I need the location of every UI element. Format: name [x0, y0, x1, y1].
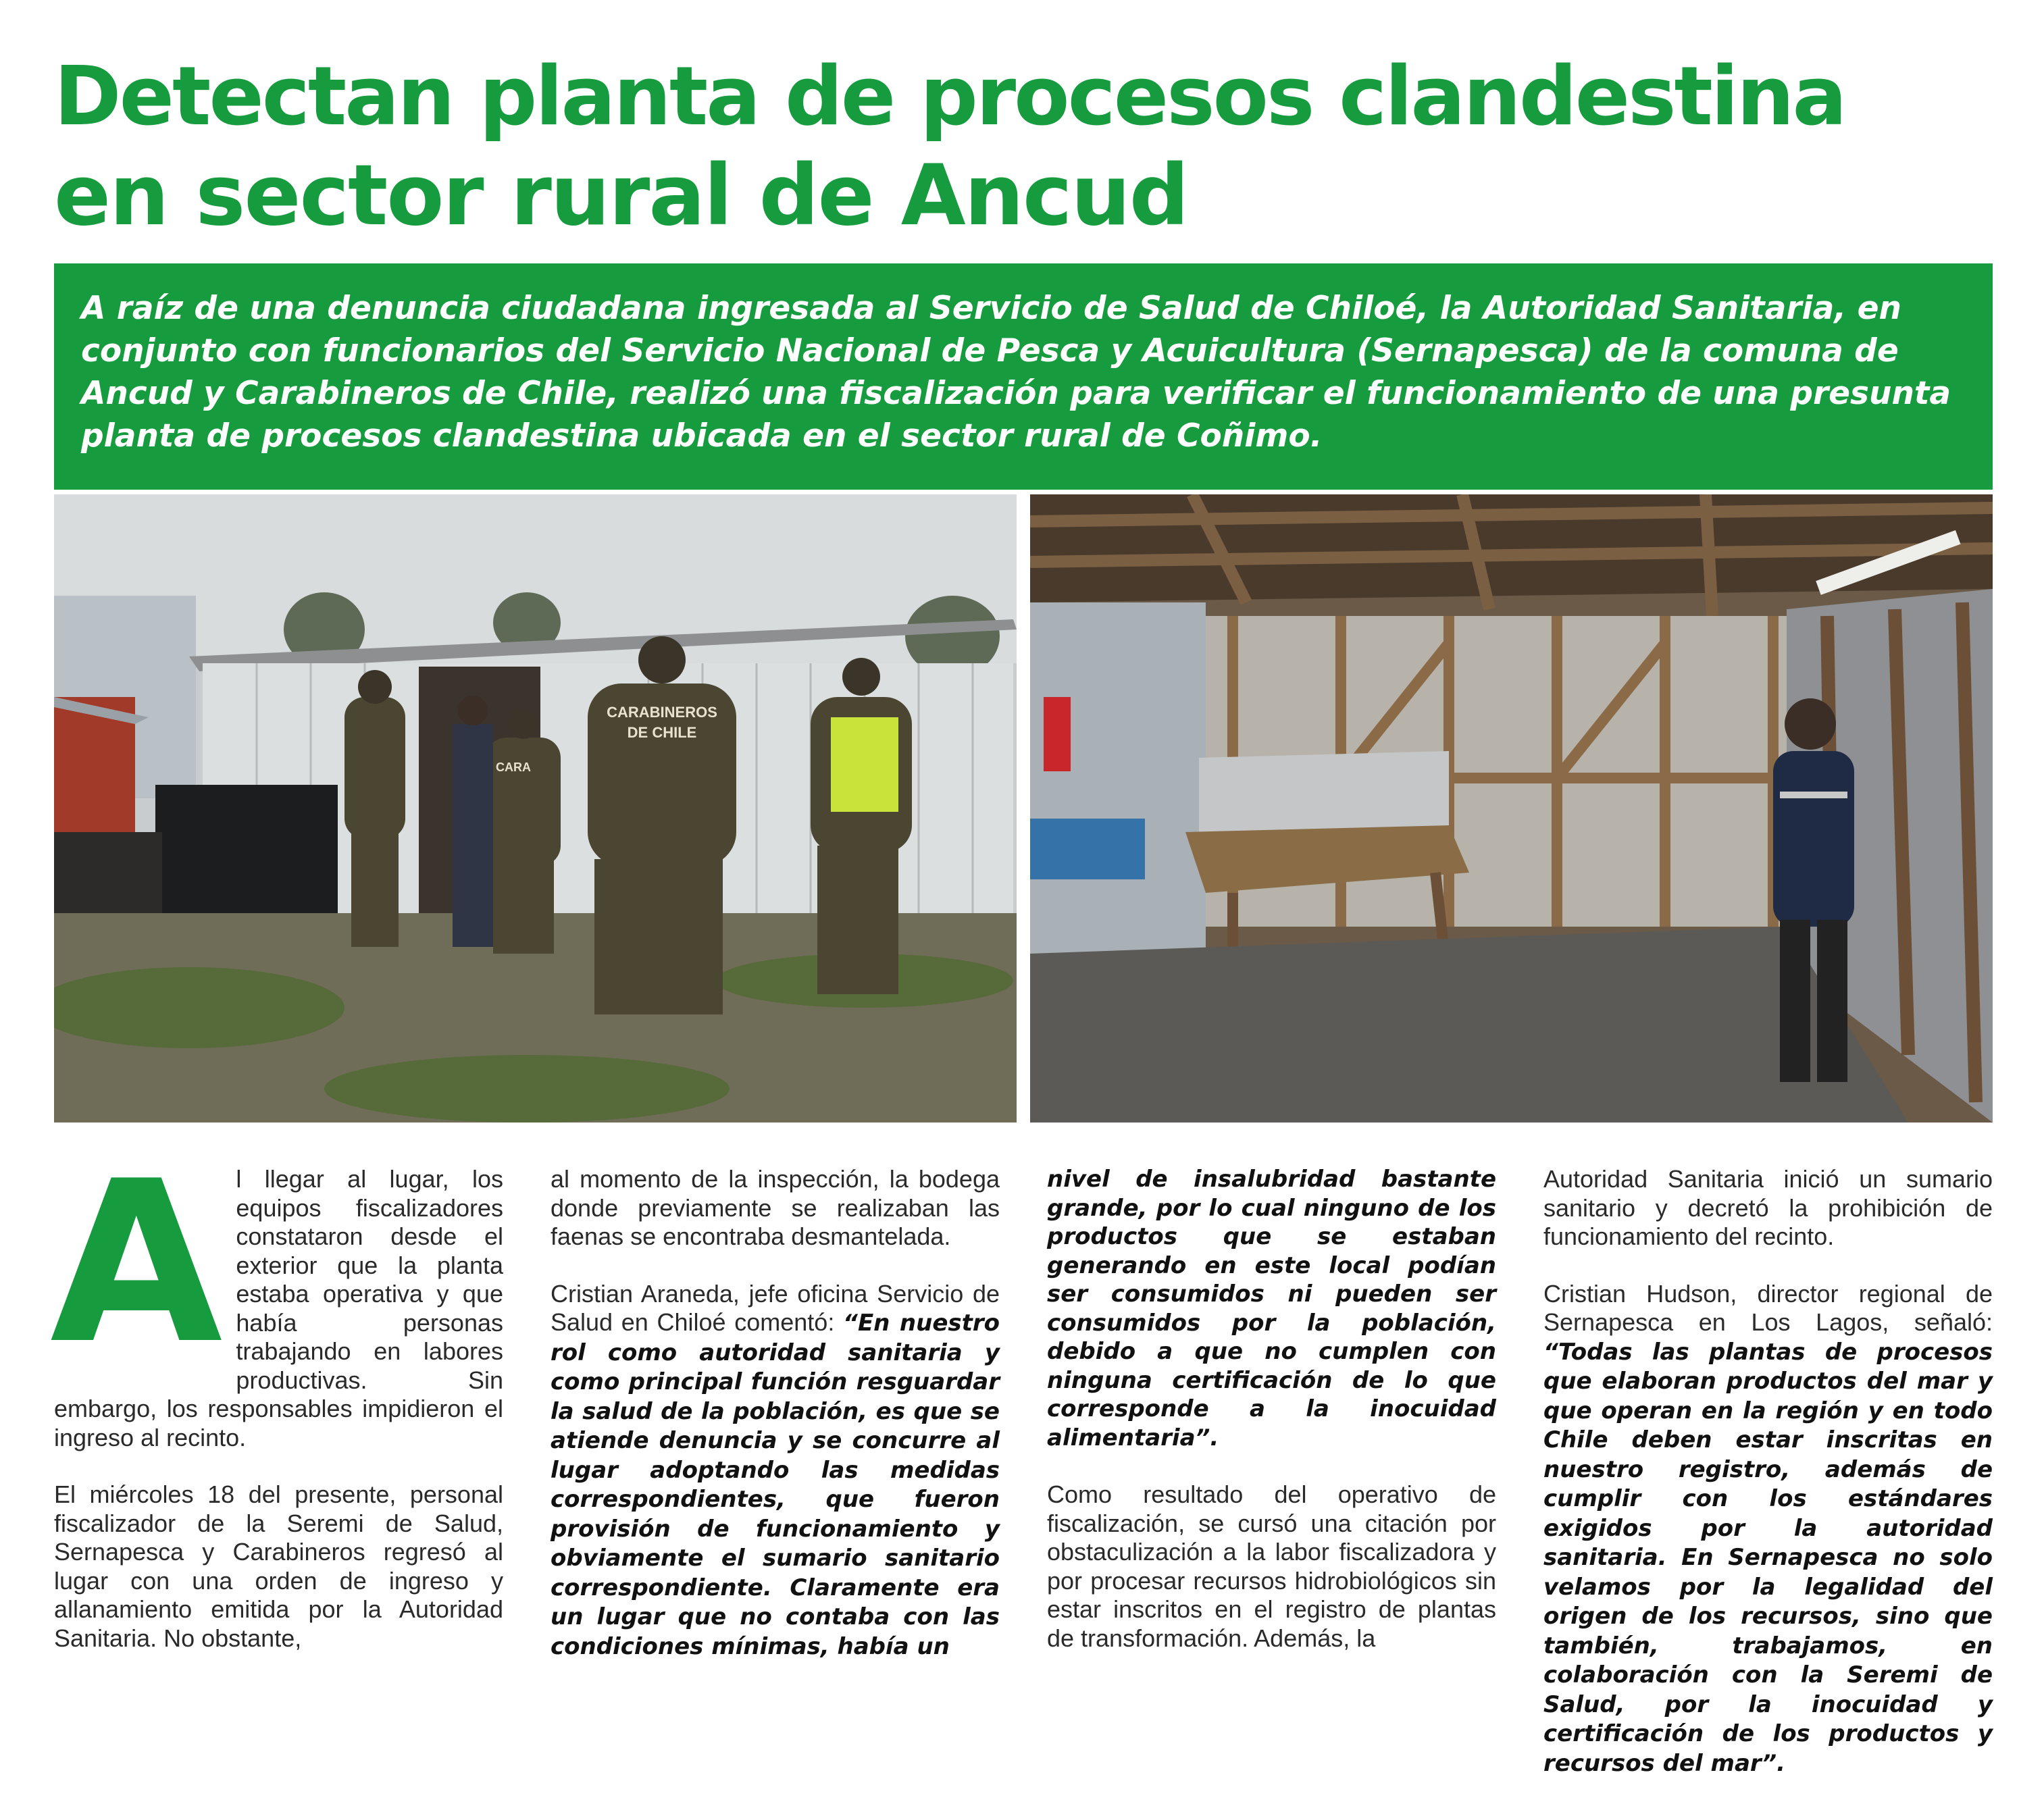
lead-paragraph: A raíz de una denuncia ciudadana ingresada al Servicio de Salud de Chiloé, la Autoridad Sanitaria, en conjunto con funcionarios del Servicio Nacional de Pesca y Acuicultura (Sernapesca) de la comuna de Ancud y Carabineros de Chile, realizó una fiscalización para verificar el funcionamiento de una presunta planta de procesos clandestina ubicada en el sector rural de Coñimo.	[81, 290, 1951, 455]
paragraph-second: El miércoles 18 del presente, personal fiscalizador de la Seremi de Salud, Sernapesca y Carabineros regresó al lugar con una orden de ingreso y allanamiento emitida por la Autoridad Sanitaria. No obstante,	[54, 1480, 503, 1652]
headline-line-2-bold: Ancud	[900, 147, 1188, 244]
araneda-intro: Cristian Araneda, jefe oficina Servicio de Salud en Chiloé comentó:	[551, 1279, 1000, 1336]
lead-box	[54, 263, 1993, 490]
hudson-quote: “Todas las plantas de procesos que elaboran productos del mar y que operan en la región y en todo Chile deben estar inscritas en nuestro registro, además de cumplir con los estándares exigidos por la autoridad sanitaria. En Sernapesca no solo velamos por la legalidad del origen de los recursos, sino que también, trabajamos, en colaboración con la Seremi de Salud, por la inocuidad y certificación de los productos y recursos del mar”.	[1543, 1338, 1993, 1777]
opening-text: l llegar al lugar, los equipos fiscalizadores constataron desde el exterior que la planta estaba operativa y que había personas trabajando en labores productivas. Sin embargo, los responsables impidieron el ingreso al recinto.	[54, 1165, 503, 1451]
headline-line-2	[54, 147, 1188, 244]
article-column-1	[50, 1133, 503, 1681]
paragraph-opening	[50, 1133, 503, 1452]
article-column-2	[551, 1165, 1000, 1689]
paragraph-sumario: Autoridad Sanitaria inició un sumario sanitario y decretó la prohibición de funcionamiento del recinto.	[1543, 1165, 1993, 1250]
vest-text-cara: CARA	[496, 760, 531, 774]
photo-empty-shed-interior	[1030, 494, 1993, 1123]
photo-officers-illustration	[54, 494, 1017, 1123]
photo-officers-at-shed	[54, 494, 1017, 1123]
headline-line-1: Detectan planta de procesos clandestina	[54, 50, 1845, 144]
vest-text-de-chile: DE CHILE	[627, 724, 697, 741]
araneda-quote: “En nuestro rol como autoridad sanitaria y como principal función resguardar la salud de la población, es que se atiende denuncia y se concurre al lugar adoptando las medidas correspondientes, que fueron provisión de funcionamiento y obviamente el sumario sanitario correspondiente. Claramente era un lugar que no contaba con las condiciones mínimas, había un	[551, 1310, 1000, 1660]
paragraph-araneda	[551, 1280, 1000, 1661]
photo-interior-illustration	[1030, 494, 1993, 1123]
paragraph-inspection: al momento de la inspección, la bodega donde previamente se realizaban las faenas se encontraba desmantelada.	[551, 1165, 1000, 1250]
hudson-intro: Cristian Hudson, director regional de Sernapesca en Los Lagos, señaló:	[1543, 1279, 1993, 1336]
araneda-quote-continued: nivel de insalubridad bastante grande, por lo cual ninguno de los productos que se estaban generando en este local podían ser consumidos ni pueden ser consumidos por la población, debido a que no cumplen con ninguna certificación de lo que corresponde a la inocuidad alimentaria”.	[1047, 1166, 1496, 1451]
article-column-3	[1047, 1165, 1496, 1681]
headline-line-2-normal: en sector rural de	[54, 147, 901, 244]
paragraph-hudson	[1543, 1280, 1993, 1778]
drop-cap: A	[50, 1133, 223, 1393]
vest-text-carabineros: CARABINEROS	[607, 704, 717, 721]
paragraph-result: Como resultado del operativo de fiscalización, se cursó una citación por obstaculización a la labor fiscalizadora y por procesar recursos hidrobiológicos sin estar inscritos en el registro de plantas de transformación. Además, la	[1047, 1480, 1496, 1652]
article-column-4	[1543, 1165, 1993, 1806]
